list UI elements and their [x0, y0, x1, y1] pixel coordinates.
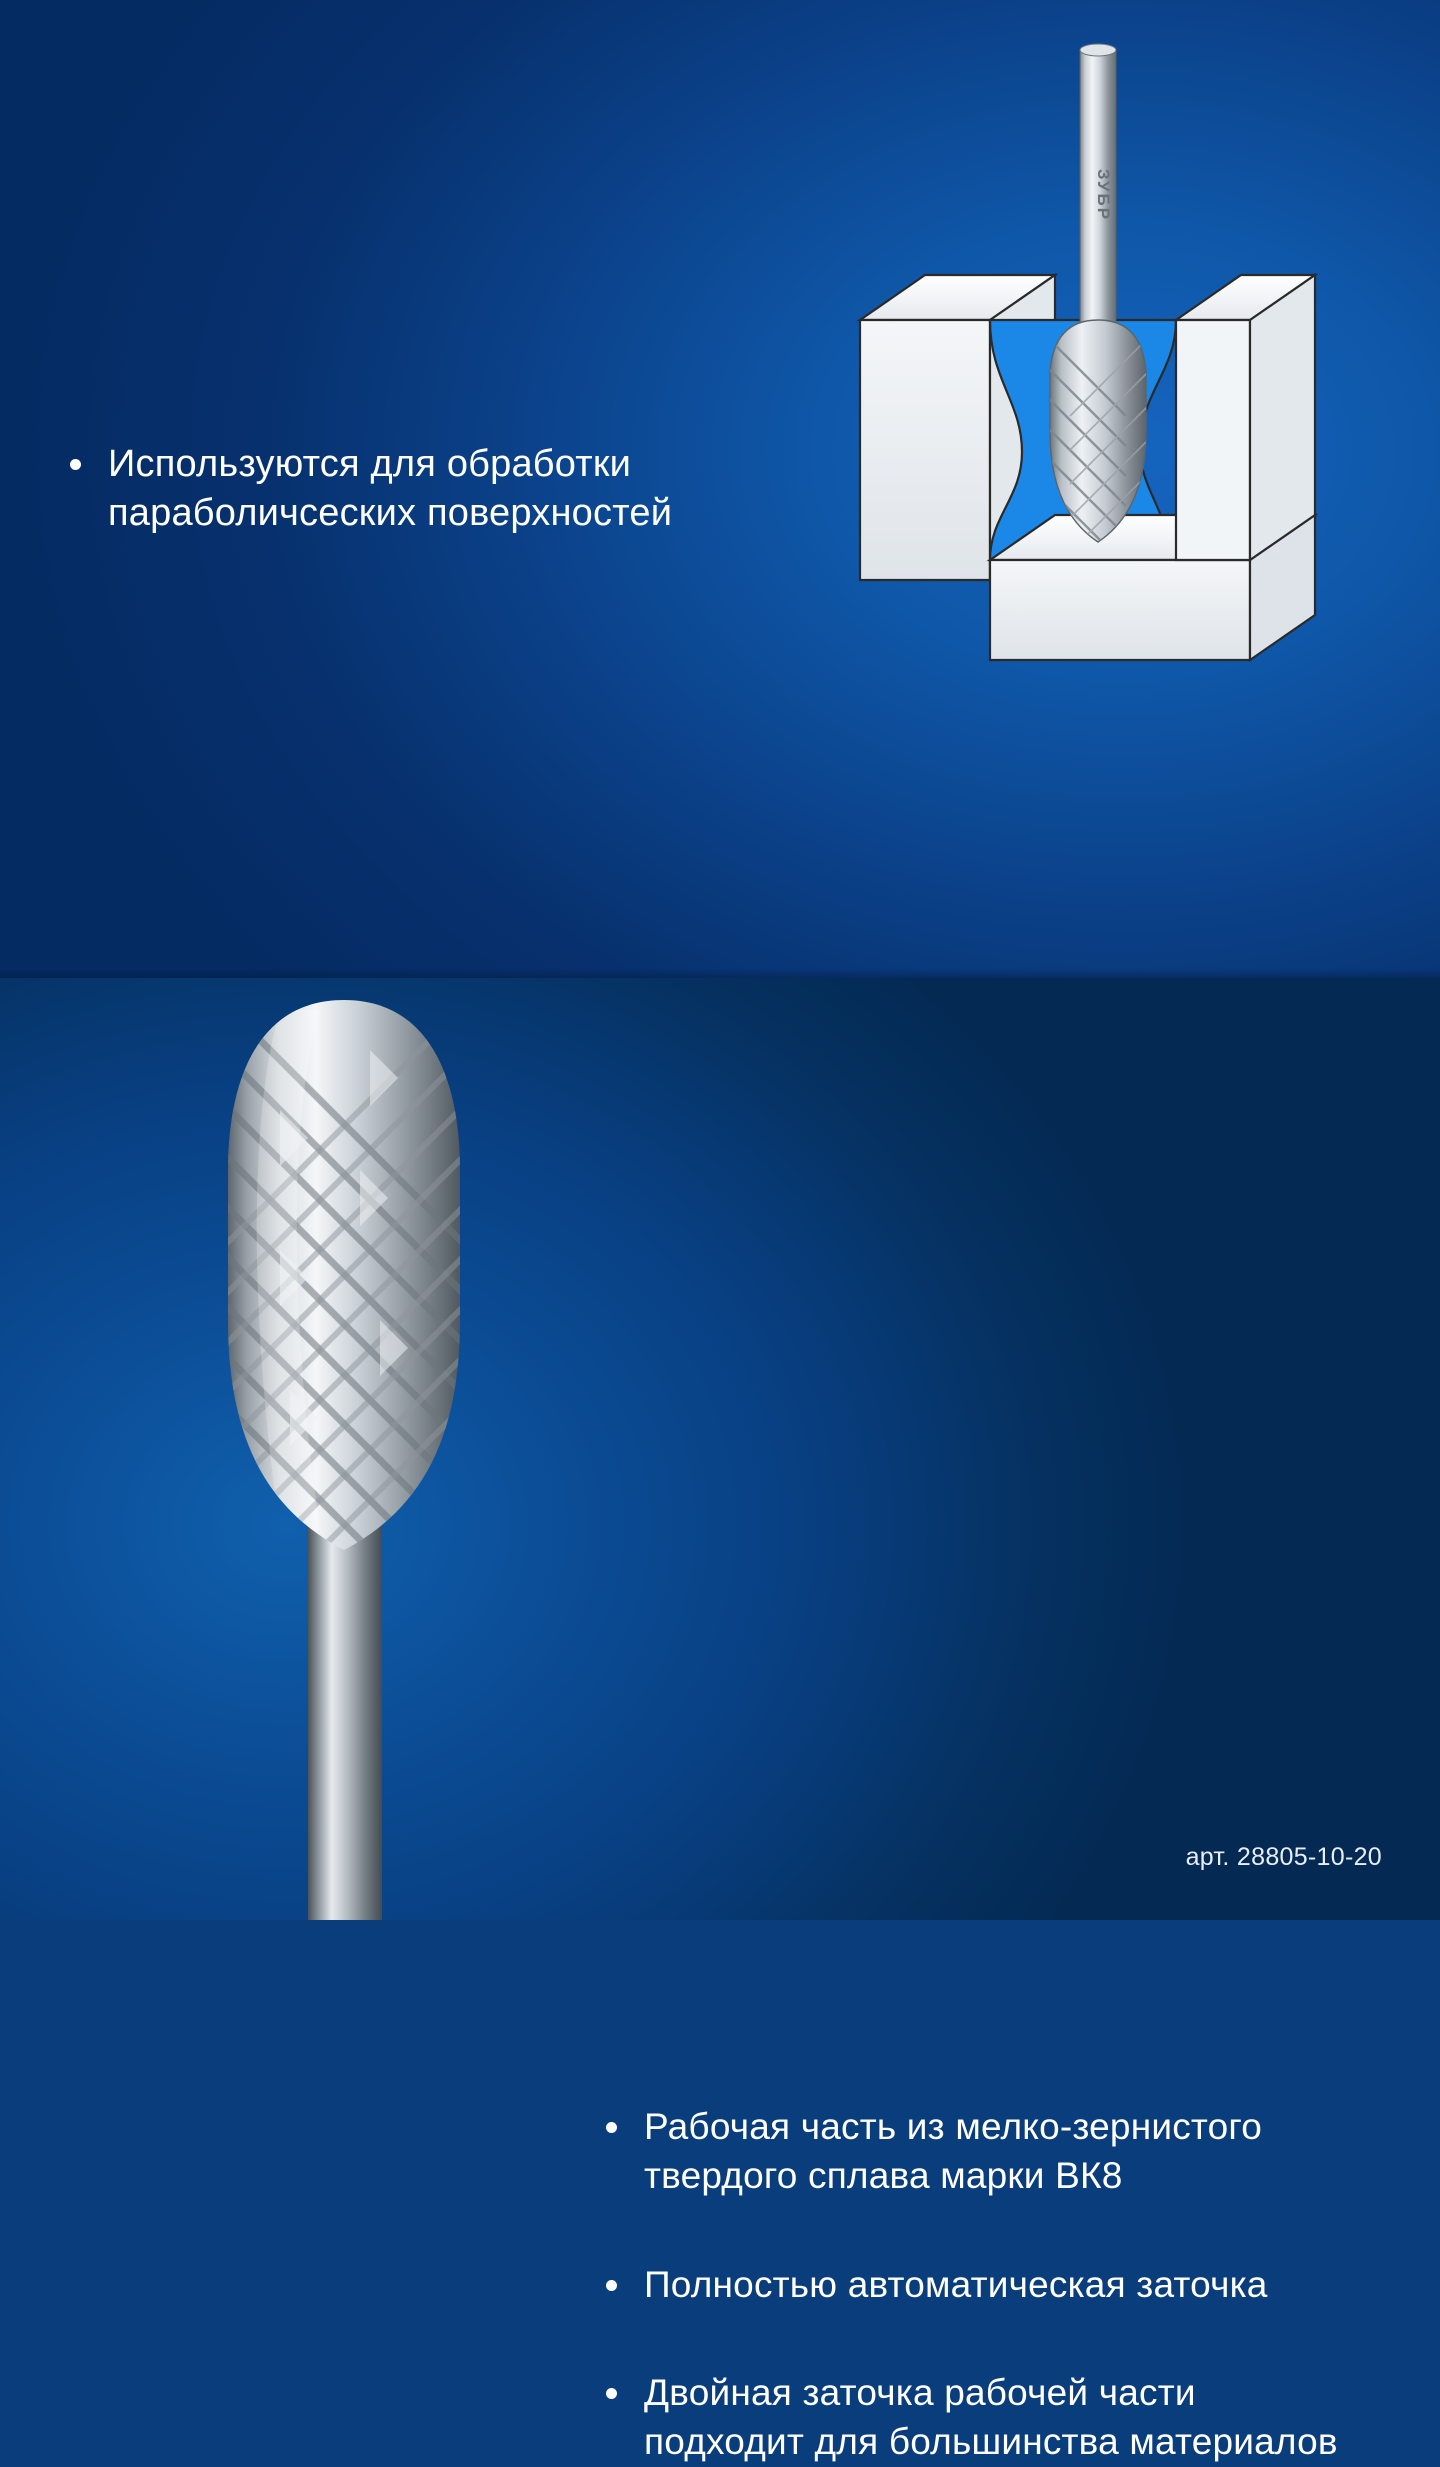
top-bullet-list — [62, 440, 762, 539]
carbide-burr-product-photo — [130, 990, 560, 1920]
bullet-text: Полностью автоматическая заточка — [644, 2263, 1268, 2305]
bottom-bullet-list — [598, 2103, 1338, 2467]
bullet-dot-icon — [70, 459, 81, 470]
bullet-text: Используются для обработки параболичсеских поверхностей — [108, 443, 673, 535]
bullet-dot-icon — [606, 2122, 617, 2133]
top-panel — [0, 0, 1440, 978]
bullet-text: Двойная заточка рабочей части подходит для большинства материалов — [644, 2372, 1338, 2463]
article-code: арт. 28805-10-20 — [1185, 1843, 1382, 1871]
list-item — [598, 2369, 1338, 2467]
svg-text:ЗУБР: ЗУБР — [1094, 168, 1113, 222]
list-item — [62, 440, 762, 539]
bullet-text: Рабочая часть из мелко-зернистого твердого сплава марки ВК8 — [644, 2106, 1263, 2196]
burr-shank-illustration — [1080, 44, 1116, 333]
carbide-burr-machining-slot-illustration — [840, 20, 1400, 780]
list-item — [598, 2103, 1338, 2201]
bullet-dot-icon — [606, 2280, 617, 2291]
list-item — [598, 2261, 1338, 2310]
bullet-dot-icon — [606, 2388, 617, 2399]
